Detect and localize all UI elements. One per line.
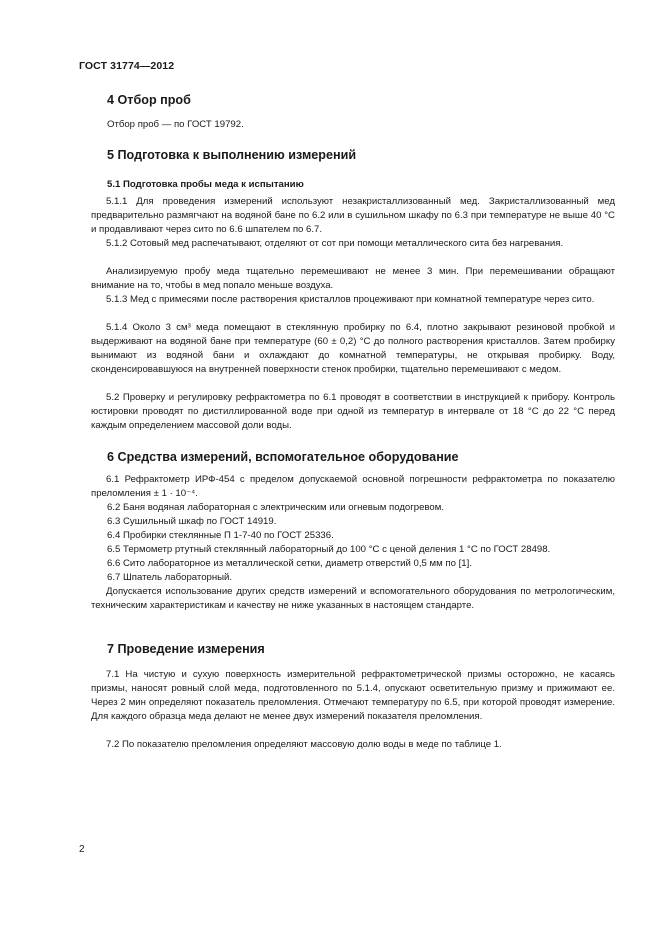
paragraph-6-4: 6.4 Пробирки стеклянные П 1-7-40 по ГОСТ 25336. — [107, 530, 334, 541]
paragraph-7-1: 7.1 На чистую и сухую поверхность измерительной рефрактометрической призмы осторожно, не касаясь призмы, наносят ровный слой меда, подготовленного по 5.1.4, опускают осветительную призму и прижимают ее. Через 2 мин определяют показатель преломления. Отмечают температуру по 6.5, при которой проводят измерение. Для каждого образца меда делают не менее двух измерений показателя преломления. — [91, 669, 615, 723]
subsection-5-1-title: 5.1 Подготовка пробы меда к испытанию — [107, 179, 304, 190]
paragraph-5-1-2: 5.1.2 Сотовый мед распечатывают, отделяют от сот при помощи металлического сита без нагревания. — [106, 238, 564, 249]
section-4-text: Отбор проб — по ГОСТ 19792. — [107, 119, 244, 130]
section-5-title: 5 Подготовка к выполнению измерений — [107, 148, 357, 162]
document-header: ГОСТ 31774—2012 — [79, 60, 175, 72]
paragraph-5-1-3: 5.1.3 Мед с примесями после растворения кристаллов процеживают при комнатной температуре через сито. — [106, 294, 595, 305]
paragraph-6-3: 6.3 Сушильный шкаф по ГОСТ 14919. — [107, 516, 277, 527]
section-4-title: 4 Отбор проб — [107, 93, 191, 107]
paragraph-6-1: 6.1 Рефрактометр ИРФ-454 с пределом допускаемой основной погрешности рефрактометра по показателю преломления ± 1 · 10⁻⁴. — [91, 474, 615, 500]
paragraph-6-7: 6.7 Шпатель лабораторный. — [107, 572, 233, 583]
paragraph-7-2: 7.2 По показателю преломления определяют массовую долю воды в меде по таблице 1. — [106, 739, 502, 750]
paragraph-5-1-2-continued: Анализируемую пробу меда тщательно перемешивают не менее 3 мин. При перемешивании обращают внимание на то, чтобы в мед попало меньше воздуха. — [91, 266, 615, 292]
section-6-title: 6 Средства измерений, вспомогательное оборудование — [107, 450, 459, 464]
paragraph-6-2: 6.2 Баня водяная лабораторная с электрическим или огневым подогревом. — [107, 502, 445, 513]
page-number: 2 — [79, 844, 85, 855]
paragraph-6-5: 6.5 Термометр ртутный стеклянный лабораторный до 100 °С с ценой деления 1 °С по ГОСТ 28498. — [107, 544, 551, 555]
paragraph-6-6: 6.6 Сито лабораторное из металлической сетки, диаметр отверстий 0,5 мм по [1]. — [107, 558, 472, 569]
paragraph-5-1-4: 5.1.4 Около 3 см³ меда помещают в стеклянную пробирку по 6.4, плотно закрывают резиновой пробкой и выдерживают на водяной бане при температуре (60 ± 0,2) °С до полного растворения кристаллов. Затем пробирку вынимают из водяной бани и охлаждают до комнатной температуры, не открывая пробирку. Воду, сконденсировавшуюся на внутренней поверхности стенок пробирки, тщательно перемешивают с медом. — [91, 322, 615, 376]
paragraph-6-note: Допускается использование других средств измерений и вспомогательного оборудования по метрологическим, техническим характеристикам и качеству не ниже указанных в настоящем стандарте. — [91, 586, 615, 612]
paragraph-5-2: 5.2 Проверку и регулировку рефрактометра по 6.1 проводят в соответствии в инструкцией к прибору. Контроль юстировки проводят по дистиллированной воде при одной из температур в интервале от 18 °С до 22 °С перед каждым определением массовой доли воды. — [91, 392, 615, 432]
section-7-title: 7 Проведение измерения — [107, 642, 265, 656]
paragraph-5-1-1: 5.1.1 Для проведения измерений используют незакристаллизованный мед. Закристаллизованный мед предварительно размягчают на водяной бане по 6.2 или в сушильном шкафу по 6.3 при температуре не выше 40 °С и продавливают через сито по 6.6 шпателем по 6.7. — [91, 196, 615, 236]
